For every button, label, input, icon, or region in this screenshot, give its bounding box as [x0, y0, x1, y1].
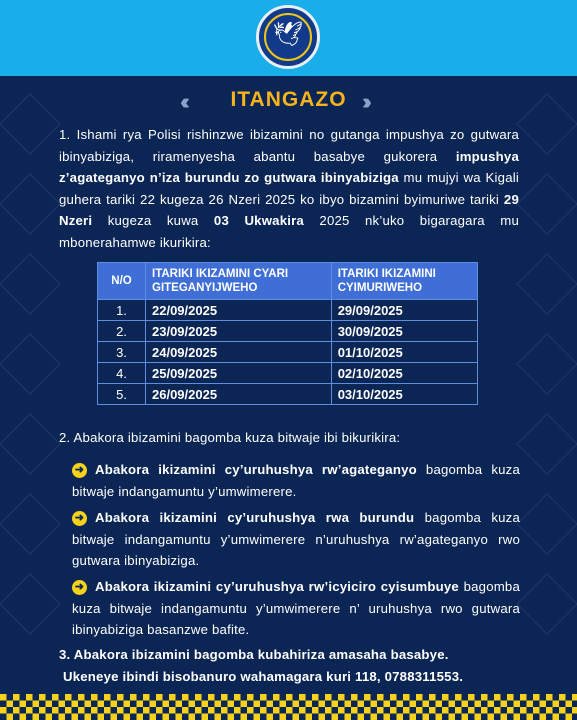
left-chevrons-icon: ‹‹‹	[180, 89, 184, 114]
para1-bold-c: 03 Ukwakira	[213, 213, 304, 228]
bullet-1-bold: Abakora ikizamini cy’uruhushya rw’agateganyo	[95, 462, 417, 477]
row-old-date: 25/09/2025	[146, 363, 332, 384]
bullet-item-2	[72, 507, 520, 572]
row-new-date: 29/09/2025	[331, 300, 477, 321]
header-new-date: ITARIKI IKIZAMINI CYIMURIWEHO	[331, 263, 477, 300]
schedule-table	[97, 262, 478, 405]
row-number: 5.	[98, 384, 146, 405]
paragraph-2: 2. Abakora ibizamini bagomba kuza bitwaje ibi bikurikira:	[59, 430, 401, 445]
header-number: N/O	[98, 263, 146, 300]
title-row	[0, 86, 577, 116]
dove-icon: 🕊	[272, 21, 304, 48]
arrow-right-icon: ➜	[72, 580, 87, 595]
paragraph-1	[59, 124, 519, 253]
row-new-date: 03/10/2025	[331, 384, 477, 405]
header-old-date: ITARIKI IKIZAMINI CYARI GITEGANYIJWEHO	[146, 263, 332, 300]
arrow-right-icon: ➜	[72, 463, 87, 478]
para1-text-d: 2025 nk’uko bigaragara mu mbonerahamwe ikurikira:	[59, 213, 520, 250]
checkered-footer	[0, 694, 577, 720]
table-row	[98, 321, 478, 342]
para1-text-c: kugeza kuwa	[92, 213, 214, 228]
arrow-right-icon: ➜	[72, 511, 87, 526]
row-old-date: 26/09/2025	[146, 384, 332, 405]
paragraph-3	[59, 644, 529, 687]
bullet-3-text: bagomba kuza bitwaje indangamuntu y’umwimerere n’ uruhushya rwo gutwara ibinyabiziga basanzwe bafite.	[72, 579, 520, 637]
para1-bold-b: 29 Nzeri	[59, 191, 519, 228]
bullet-item-1	[72, 459, 520, 502]
table-row	[98, 384, 478, 405]
row-old-date: 23/09/2025	[146, 321, 332, 342]
row-number: 4.	[98, 363, 146, 384]
police-logo	[256, 5, 320, 69]
row-number: 3.	[98, 342, 146, 363]
bullet-2-bold: Abakora ikizamini cy’uruhushya rwa burundu	[95, 510, 415, 525]
page-title: ITANGAZO	[230, 88, 347, 111]
bullet-3-bold: Abakora ikizamini cy’uruhushya rw’icyiciro cyisumbuye	[95, 579, 459, 594]
row-new-date: 01/10/2025	[331, 342, 477, 363]
table-row	[98, 342, 478, 363]
banner-divider	[0, 76, 577, 84]
row-number: 1.	[98, 300, 146, 321]
bullet-item-3	[72, 576, 520, 641]
table-header-row	[98, 263, 478, 300]
table-row	[98, 300, 478, 321]
row-new-date: 02/10/2025	[331, 363, 477, 384]
row-new-date: 30/09/2025	[331, 321, 477, 342]
row-old-date: 24/09/2025	[146, 342, 332, 363]
bullet-2-text: bagomba kuza bitwaje indangamuntu y’umwimerere n’uruhushya rw’agateganyo rwo gutwara ibinyabiziga.	[72, 510, 520, 568]
row-old-date: 22/09/2025	[146, 300, 332, 321]
para1-bold-a: impushya z’agateganyo n’iza burundu zo gutwara ibinyabiziga	[59, 148, 519, 185]
right-chevrons-icon: ›››	[362, 89, 366, 114]
para1-text-a: 1. Ishami rya Polisi rishinzwe ibizamini no gutanga impushya zo gutwara ibinyabiziga, riramenyesha abantu basabye gukorera	[59, 127, 519, 164]
para3-line-2: Ukeneye ibindi bisobanuro wahamagara kuri 118, 0788311553.	[63, 668, 464, 684]
para3-line-1: 3. Abakora ibizamini bagomba kubahiriza amasaha basabye.	[59, 647, 449, 662]
row-number: 2.	[98, 321, 146, 342]
bullet-1-text: bagomba kuza bitwaje indangamuntu y’umwimerere.	[72, 462, 520, 499]
table-row	[98, 363, 478, 384]
para1-text-b: mu mujyi wa Kigali guhera tariki 22 kugeza 26 Nzeri 2025 ko ibyo bizamini byimuriwe tariki	[59, 170, 519, 207]
